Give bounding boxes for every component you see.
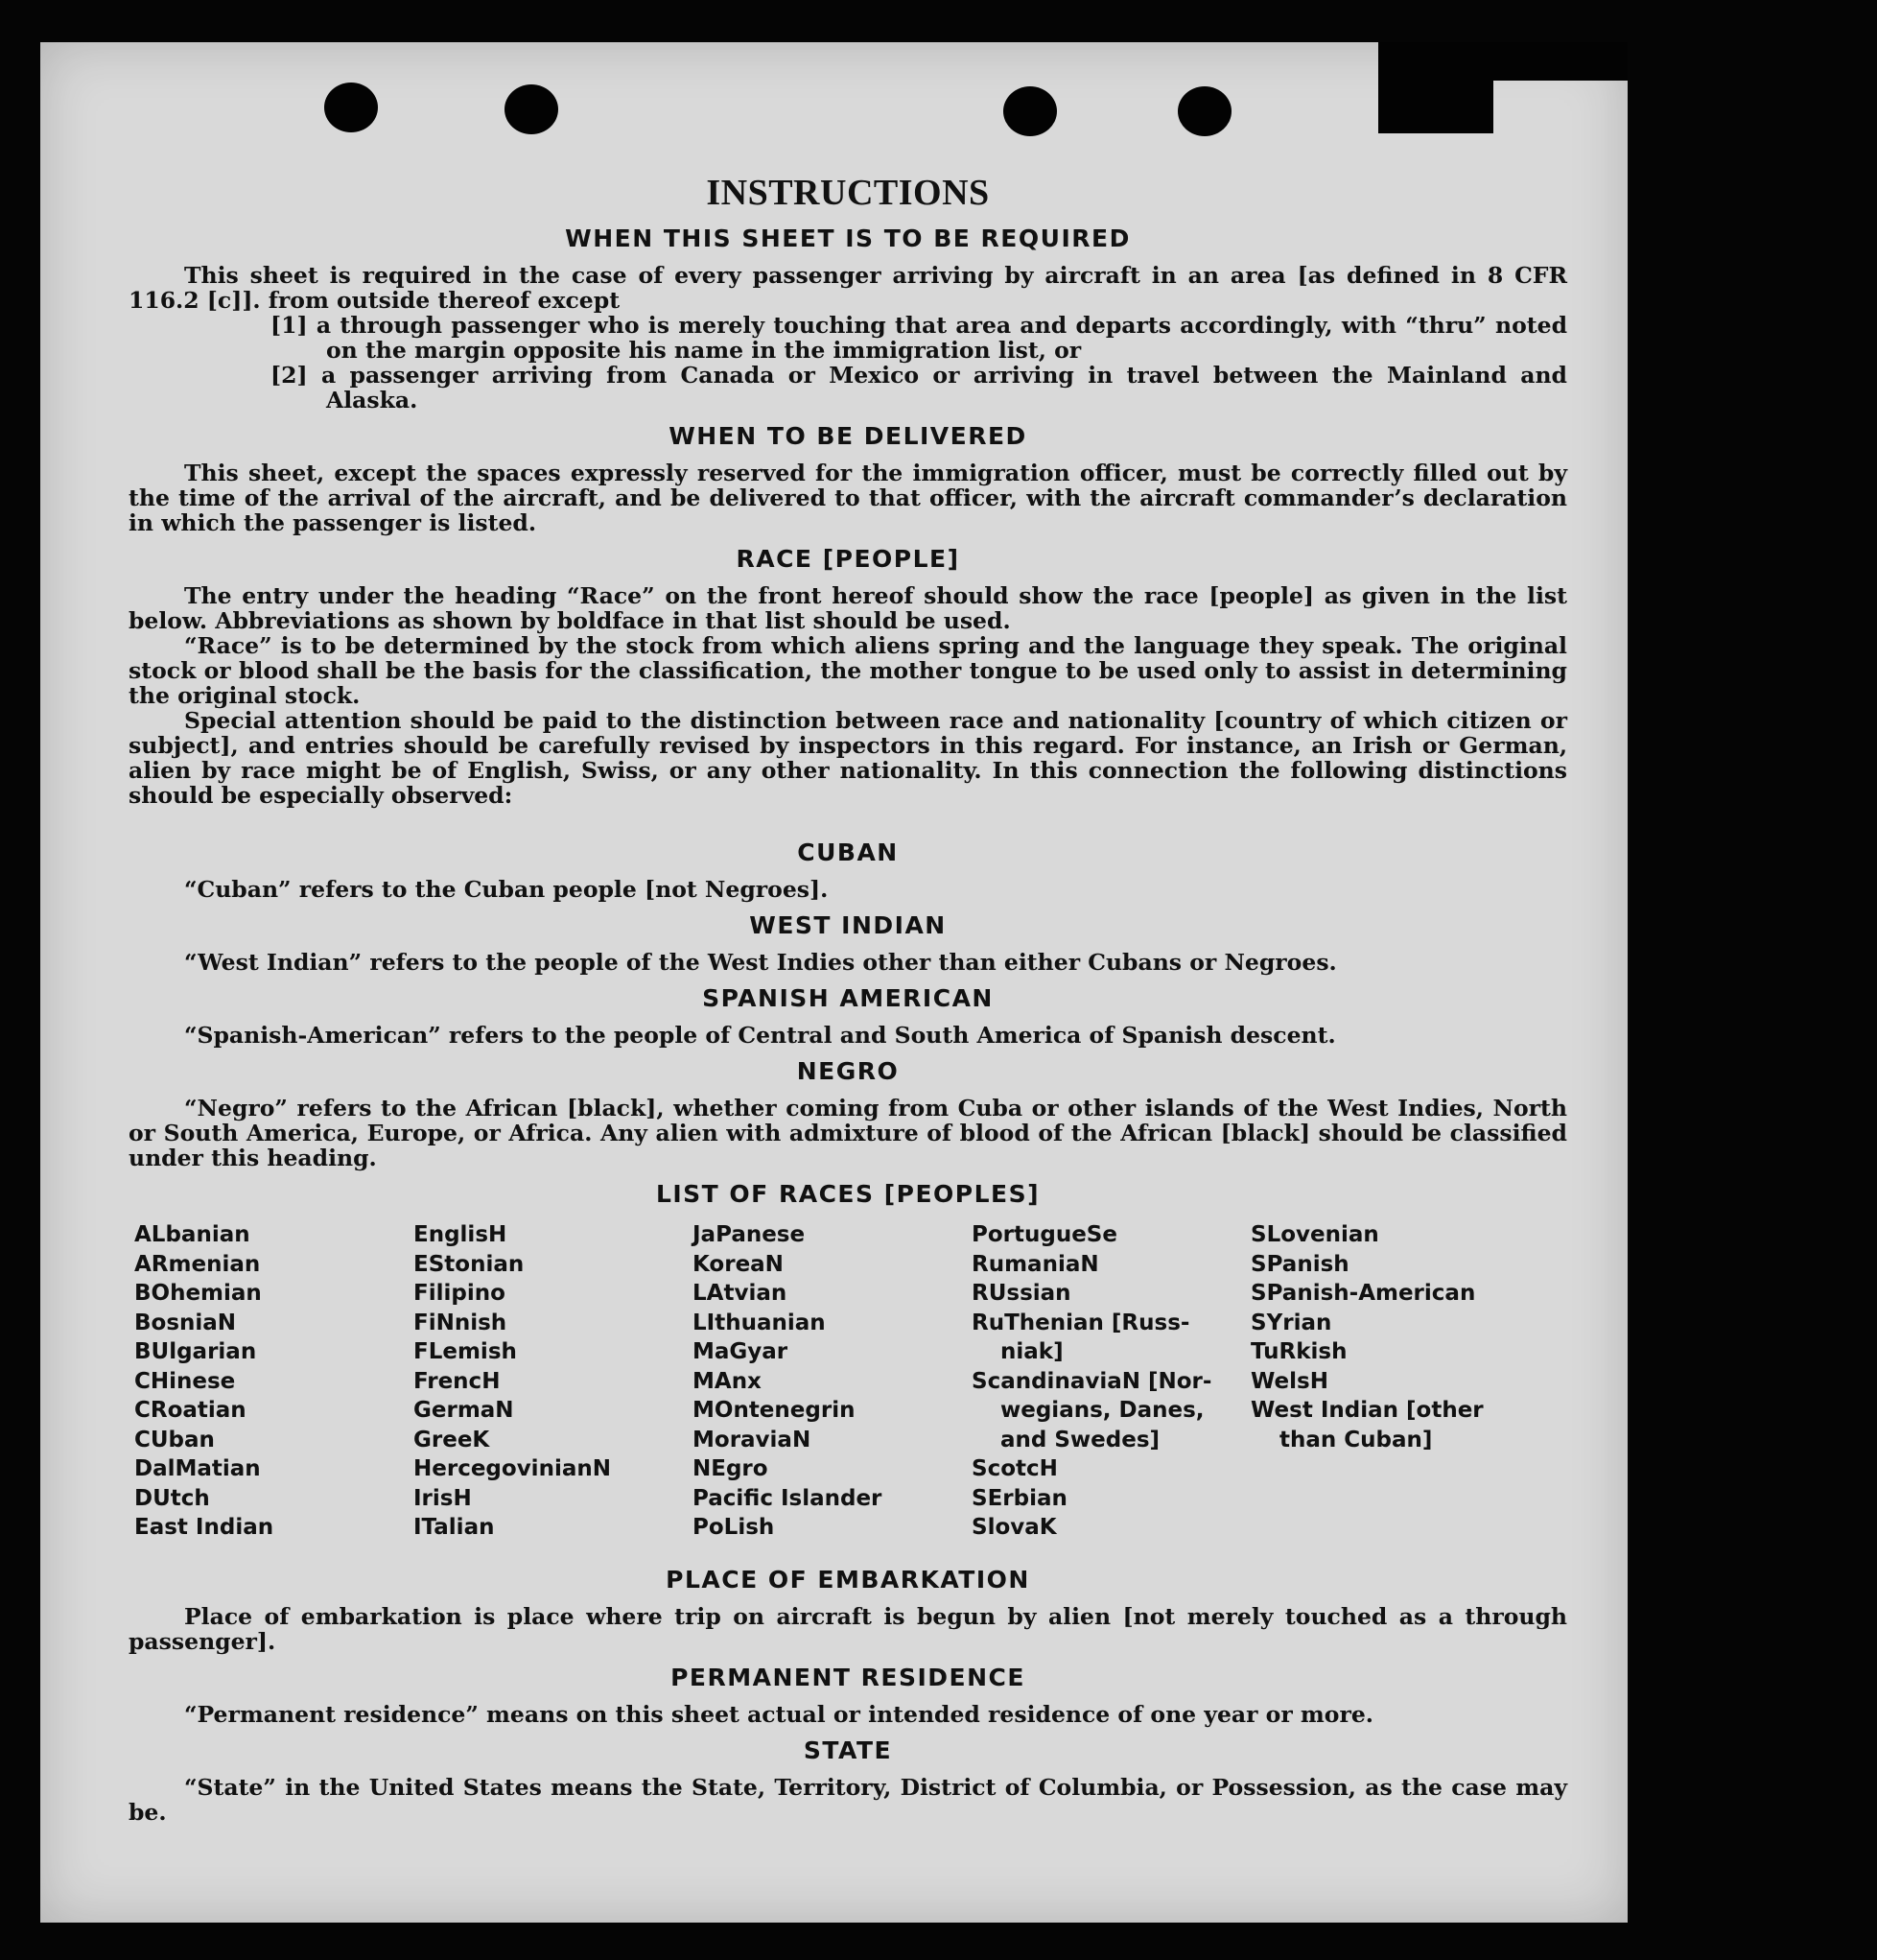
paragraph-race-3: Special attention should be paid to the distinction between race and nationality [country of which citizen or subject], and entries should be carefully revised by inspectors in this regard. For instance, an Irish or German, alien by race might be of English, Swiss, or any other nationality. In this connection the following distinctions should be especially observed: xyxy=(129,707,1567,809)
heading-list-of-races: LIST OF RACES [PEOPLES] xyxy=(655,1180,1041,1208)
race-item: GreeK xyxy=(413,1427,490,1452)
race-item: MoraviaN xyxy=(692,1427,811,1452)
race-item: DUtch xyxy=(134,1485,210,1511)
race-item: RuThenian [Russ- xyxy=(972,1310,1190,1335)
race-item: East Indian xyxy=(134,1515,274,1540)
heading-negro: NEGRO xyxy=(796,1057,900,1085)
punch-hole xyxy=(324,83,378,132)
paragraph-spanish-american: “Spanish-American” refers to the people of Central and South America of Spanish descent. xyxy=(184,1022,1336,1049)
race-item: PoLish xyxy=(692,1515,775,1540)
race-item: CRoatian xyxy=(134,1398,246,1423)
punch-hole xyxy=(1178,86,1232,136)
torn-corner xyxy=(1493,42,1628,81)
race-item: ScotcH xyxy=(972,1456,1058,1481)
torn-corner xyxy=(1378,42,1493,133)
race-item: SPanish-American xyxy=(1251,1281,1476,1306)
race-item: FLemish xyxy=(413,1339,517,1364)
race-item: NEgro xyxy=(692,1456,768,1481)
races-column-3 xyxy=(692,1220,972,1543)
race-item: RumaniaN xyxy=(972,1251,1099,1277)
race-item: BUlgarian xyxy=(134,1339,257,1364)
race-item: KoreaN xyxy=(692,1251,784,1277)
race-item: LAtvian xyxy=(692,1281,787,1306)
race-item: DalMatian xyxy=(134,1456,261,1481)
race-item: EnglisH xyxy=(413,1222,507,1247)
race-item: IrisH xyxy=(413,1485,472,1511)
races-column-2 xyxy=(413,1220,692,1543)
race-item: SlovaK xyxy=(972,1515,1057,1540)
race-item: LIthuanian xyxy=(692,1310,826,1335)
race-item: BOhemian xyxy=(134,1281,262,1306)
race-item: GermaN xyxy=(413,1398,514,1423)
paragraph-state: “State” in the United States means the State, Territory, District of Columbia, or Possession, as the case may be. xyxy=(129,1773,1567,1826)
punch-hole xyxy=(1003,86,1057,136)
races-column-1 xyxy=(134,1220,413,1543)
document-sheet xyxy=(40,42,1628,1923)
paragraph-required: This sheet is required in the case of every passenger arriving by aircraft in an area [as defined in 8 CFR 116.2 [c]]. from outside thereof except xyxy=(129,262,1567,314)
heading-embarkation: PLACE OF EMBARKATION xyxy=(666,1565,1030,1594)
list-item: [1] a through passenger who is merely touching that area and departs accordingly, with “thru” noted on the margin opposite his name in the immigration list, or xyxy=(270,312,1567,364)
instructions-content xyxy=(129,130,1567,1825)
race-item: and Swedes] xyxy=(1000,1427,1161,1452)
race-item: HercegovinianN xyxy=(413,1456,611,1481)
race-item: SErbian xyxy=(972,1485,1068,1511)
race-item: SLovenian xyxy=(1251,1222,1379,1247)
races-column-5 xyxy=(1251,1220,1530,1543)
heading-cuban: CUBAN xyxy=(797,838,899,866)
races-column-4 xyxy=(972,1220,1251,1543)
heading-spanish-american: SPANISH AMERICAN xyxy=(702,984,994,1012)
race-item: Filipino xyxy=(413,1281,505,1306)
race-item: ALbanian xyxy=(134,1222,250,1247)
paragraph-delivered: This sheet, except the spaces expressly reserved for the immigration officer, must be correctly filled out by the time of the arrival of the aircraft, and be delivered to that officer, with the aircraft commander’s declaration in which the passenger is listed. xyxy=(129,460,1567,536)
heading-delivered: WHEN TO BE DELIVERED xyxy=(669,422,1027,450)
paragraph-west-indian: “West Indian” refers to the people of the West Indies other than either Cubans or Negroes. xyxy=(184,949,1337,976)
heading-required: WHEN THIS SHEET IS TO BE REQUIRED xyxy=(565,224,1131,252)
race-item: West Indian [other xyxy=(1251,1398,1484,1423)
paragraph-race-2: “Race” is to be determined by the stock from which aliens spring and the language they speak. The original stock or blood shall be the basis for the classification, the mother tongue to be used only to assist in determining the original stock. xyxy=(129,632,1567,709)
race-item: TuRkish xyxy=(1251,1339,1348,1364)
race-item: JaPanese xyxy=(692,1222,806,1247)
paragraph-embarkation: Place of embarkation is place where trip on aircraft is begun by alien [not merely touched as a through passenger]. xyxy=(129,1602,1567,1655)
race-item: EStonian xyxy=(413,1251,525,1277)
race-item: RUssian xyxy=(972,1281,1071,1306)
race-item: WelsH xyxy=(1251,1368,1328,1394)
paragraph-race-1: The entry under the heading “Race” on the front hereof should show the race [people] as given in the list below. Abbreviations as shown by boldface in that list should be used. xyxy=(129,582,1567,634)
race-item: ScandinaviaN [Nor- xyxy=(972,1368,1212,1394)
paragraph-cuban: “Cuban” refers to the Cuban people [not Negroes]. xyxy=(184,876,829,903)
heading-state: STATE xyxy=(803,1736,893,1764)
race-item: SPanish xyxy=(1251,1251,1349,1277)
race-item: Pacific Islander xyxy=(692,1485,882,1511)
list-item: [2] a passenger arriving from Canada or Mexico or arriving in travel between the Mainland and Alaska. xyxy=(270,362,1567,413)
race-item: FrencH xyxy=(413,1368,501,1394)
race-item: ARmenian xyxy=(134,1251,261,1277)
race-item: MaGyar xyxy=(692,1339,788,1364)
race-item: ITalian xyxy=(413,1515,495,1540)
race-item: CHinese xyxy=(134,1368,236,1394)
heading-west-indian: WEST INDIAN xyxy=(749,911,947,939)
punch-hole xyxy=(504,84,558,134)
page-title: INSTRUCTIONS xyxy=(706,173,990,213)
races-list xyxy=(134,1220,1567,1543)
race-item: CUban xyxy=(134,1427,215,1452)
race-item: PortugueSe xyxy=(972,1222,1117,1247)
heading-residence: PERMANENT RESIDENCE xyxy=(670,1663,1025,1691)
race-item: SYrian xyxy=(1251,1310,1332,1335)
race-item: FiNnish xyxy=(413,1310,507,1335)
race-item: niak] xyxy=(1000,1339,1064,1364)
race-item: than Cuban] xyxy=(1279,1427,1433,1452)
race-item: MAnx xyxy=(692,1368,762,1394)
race-item: wegians, Danes, xyxy=(1000,1398,1205,1423)
paragraph-residence: “Permanent residence” means on this sheet actual or intended residence of one year or more. xyxy=(184,1700,1373,1728)
race-item: MOntenegrin xyxy=(692,1398,856,1423)
paragraph-negro: “Negro” refers to the African [black], whether coming from Cuba or other islands of the West Indies, North or South America, Europe, or Africa. Any alien with admixture of blood of the African [black] should be classified under this heading. xyxy=(129,1095,1567,1171)
race-item: BosniaN xyxy=(134,1310,237,1335)
heading-race: RACE [PEOPLE] xyxy=(736,545,960,573)
